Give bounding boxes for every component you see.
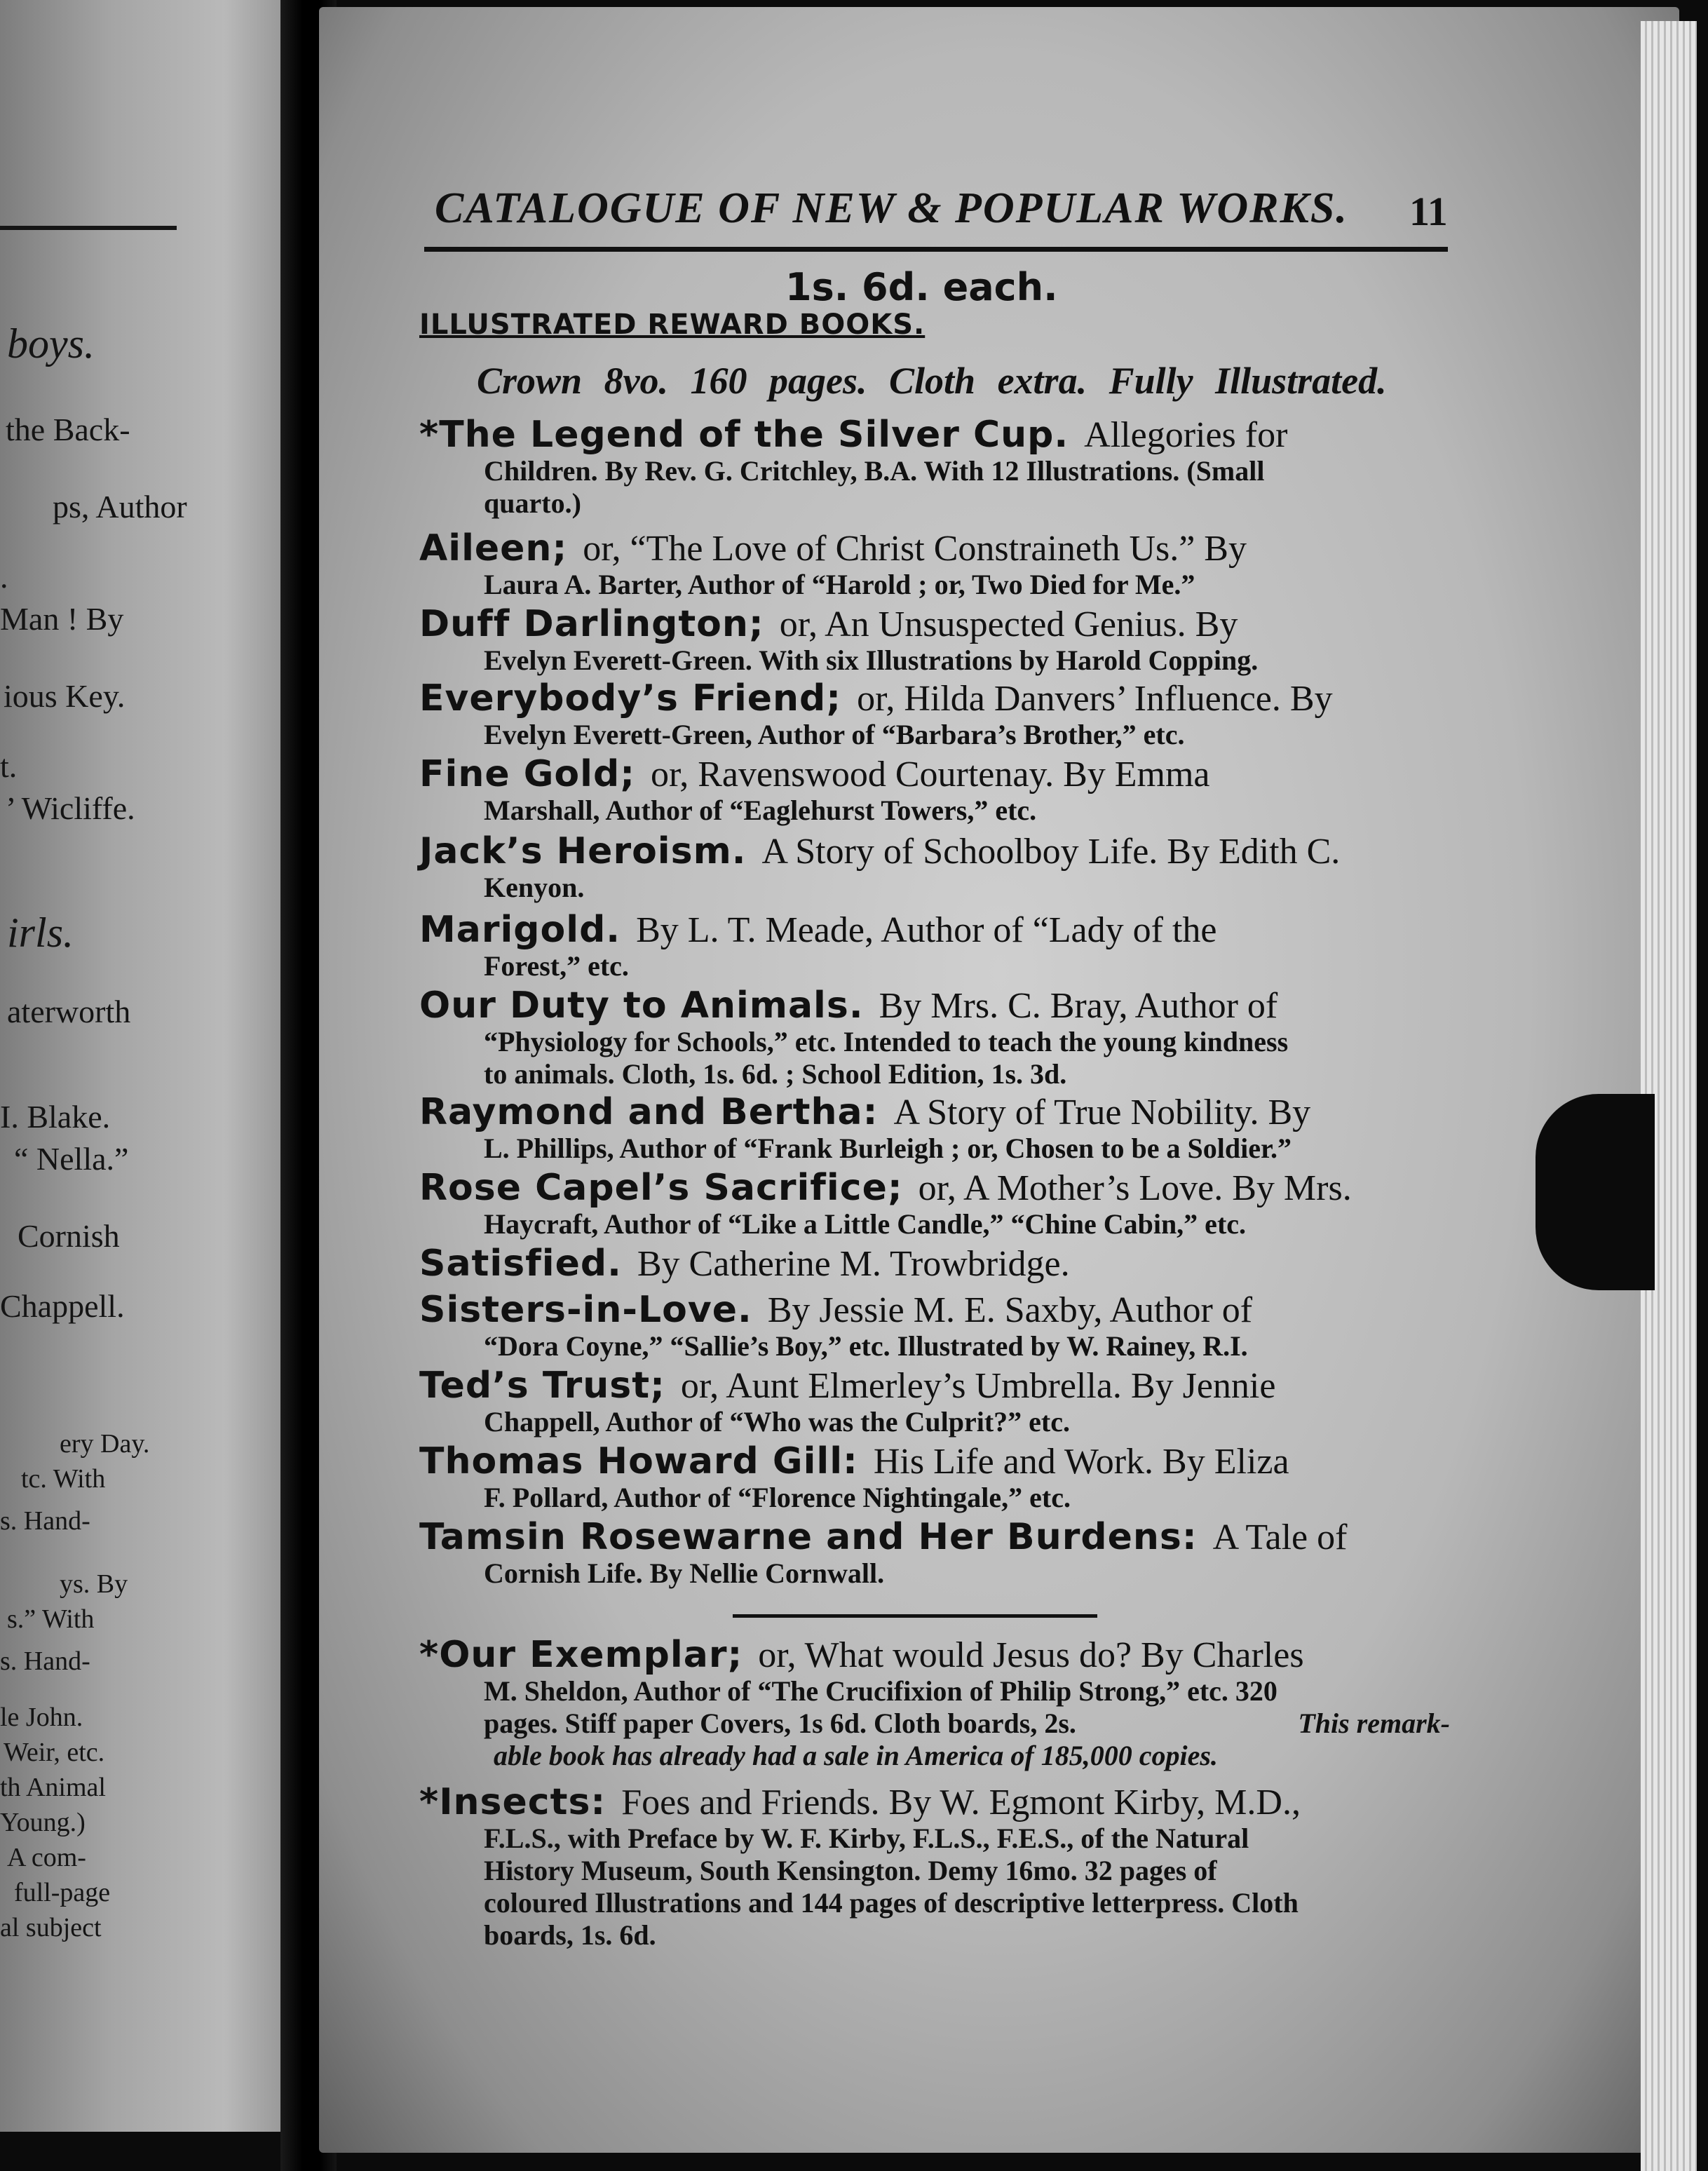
entry-description: By Jessie M. E. Saxby, Author of — [767, 1290, 1253, 1330]
entry-description: By Mrs. C. Bray, Author of — [879, 986, 1278, 1026]
running-header: CATALOGUE OF NEW & POPULAR WORKS. — [435, 184, 1348, 232]
facing-page-line: I. Blake. — [0, 1099, 111, 1135]
facing-page-line: ’ Wicliffe. — [6, 790, 135, 826]
entry-title: Raymond and Bertha: — [419, 1091, 879, 1133]
facing-page-line: . — [0, 559, 8, 595]
entry-detail-line — [419, 1707, 1450, 1739]
entry-title: Duff Darlington; — [419, 603, 764, 645]
header-rule — [424, 247, 1448, 252]
facing-page-line: s. Hand- — [0, 1646, 90, 1676]
catalogue-entry — [419, 1781, 1450, 1951]
entry-detail-line: Children. By Rev. G. Critchley, B.A. With 12 Illustrations. (Small — [484, 455, 1265, 487]
entry-description: or, “The Love of Christ Constraineth Us.” By — [583, 529, 1247, 569]
entry-description: His Life and Work. By Eliza — [873, 1442, 1289, 1482]
facing-page-line: s.” With — [7, 1604, 95, 1634]
entry-detail-italic: This remark- — [1298, 1707, 1450, 1739]
entry-detail-text: boards, 1s. 6d. — [484, 1919, 656, 1951]
entry-description: or, Ravenswood Courtenay. By Emma — [650, 755, 1210, 794]
entry-detail-line: quarto.) — [484, 487, 581, 519]
section-heading: ILLUSTRATED REWARD BOOKS. — [419, 309, 926, 341]
entry-description: A Story of True Nobility. By — [893, 1093, 1311, 1132]
catalogue-entry — [419, 753, 1450, 826]
facing-page-line: Weir, etc. — [4, 1738, 105, 1767]
facing-page-line: ery Day. — [60, 1429, 150, 1459]
entry-title: Marigold. — [419, 909, 621, 951]
entry-detail-line — [419, 1739, 1450, 1771]
facing-page-line: irls. — [7, 909, 74, 956]
entry-title: Ted’s Trust; — [419, 1365, 665, 1407]
entry-title: Fine Gold; — [419, 753, 635, 795]
section-divider — [733, 1614, 1097, 1618]
entry-detail-line: Haycraft, Author of “Like a Little Candle,” “Chine Cabin,” etc. — [484, 1208, 1247, 1240]
facing-page-line: “ Nella.” — [14, 1141, 129, 1177]
entry-detail-text: F.L.S., with Preface by W. F. Kirby, F.L.S., F.E.S., of the Natural — [484, 1822, 1249, 1854]
catalogue-entry — [419, 909, 1450, 982]
entry-detail-line: Laura A. Barter, Author of “Harold ; or, Two Died for Me.” — [484, 569, 1195, 600]
entry-title: Tamsin Rosewarne and Her Burdens: — [419, 1516, 1198, 1558]
entry-detail-line — [419, 1886, 1450, 1919]
facing-page-line: ys. By — [60, 1569, 128, 1599]
entry-detail-line: to animals. Cloth, 1s. 6d. ; School Edition, 1s. 3d. — [484, 1058, 1067, 1090]
entry-detail-line: “Dora Coyne,” “Sallie’s Boy,” etc. Illustrated by W. Rainey, R.I. — [484, 1330, 1248, 1362]
catalogue-entry — [419, 1091, 1450, 1164]
catalogue-entry — [419, 830, 1450, 903]
facing-page-line: t. — [0, 748, 18, 784]
facing-page-line: Cornish — [18, 1218, 120, 1254]
facing-page-line: the Back- — [6, 412, 130, 447]
entry-description: By Catherine M. Trowbridge. — [637, 1244, 1070, 1284]
entry-detail-italic: able book has already had a sale in America of 185,000 copies. — [494, 1740, 1218, 1771]
catalogue-entry — [419, 1365, 1450, 1438]
entry-title: Thomas Howard Gill: — [419, 1440, 858, 1482]
facing-page-line: ps, Author — [53, 489, 187, 525]
catalogue-entry — [419, 527, 1450, 600]
catalogue-entry — [419, 1167, 1450, 1240]
entry-detail-line — [419, 1919, 1450, 1951]
facing-page-rule — [0, 226, 177, 230]
facing-page — [0, 0, 280, 2132]
entry-description: or, Hilda Danvers’ Influence. By — [857, 679, 1333, 719]
entry-detail-line — [419, 1854, 1450, 1886]
entry-detail-text: M. Sheldon, Author of “The Crucifixion of Philip Strong,” etc. 320 — [484, 1675, 1277, 1707]
entry-description: or, An Unsuspected Genius. By — [779, 604, 1238, 644]
entry-detail-line: Kenyon. — [484, 872, 585, 903]
entry-description: or, A Mother’s Love. By Mrs. — [918, 1168, 1352, 1208]
catalogue-entry — [419, 985, 1450, 1090]
entry-detail-line: “Physiology for Schools,” etc. Intended to teach the young kindness — [484, 1026, 1289, 1057]
facing-page-line: th Animal — [0, 1773, 106, 1802]
entry-description: A Story of Schoolboy Life. By Edith C. — [761, 832, 1341, 872]
entry-detail-text: coloured Illustrations and 144 pages of descriptive letterpress. Cloth — [484, 1887, 1299, 1919]
entry-description: or, Aunt Elmerley’s Umbrella. By Jennie — [680, 1366, 1276, 1406]
price-heading: 1s. 6d. each. — [785, 265, 1058, 309]
entry-detail-line: L. Phillips, Author of “Frank Burleigh ; or, Chosen to be a Soldier.” — [484, 1132, 1292, 1164]
catalogue-entry — [419, 1440, 1450, 1513]
entry-detail-text: History Museum, South Kensington. Demy 16mo. 32 pages of — [484, 1855, 1217, 1886]
entry-title: *Our Exemplar; — [419, 1634, 743, 1676]
facing-page-line: aterworth — [7, 994, 131, 1029]
page-tear — [1536, 1094, 1655, 1290]
facing-page-line: Chappell. — [0, 1288, 125, 1324]
facing-page-line: Man ! By — [0, 601, 124, 637]
catalogue-entry — [419, 414, 1450, 519]
entry-detail-line: Evelyn Everett-Green. With six Illustrations by Harold Copping. — [484, 644, 1259, 676]
entry-description: or, What would Jesus do? By Charles — [758, 1635, 1304, 1675]
entry-detail-line: Forest,” etc. — [484, 950, 629, 982]
entry-title: Sisters-in-Love. — [419, 1289, 752, 1331]
facing-page-line: A com- — [7, 1843, 86, 1872]
facing-page-line: boys. — [7, 320, 95, 367]
entry-detail-line: Marshall, Author of “Eaglehurst Towers,” etc. — [484, 794, 1037, 826]
entry-detail-line: F. Pollard, Author of “Florence Nightingale,” etc. — [484, 1482, 1071, 1513]
entry-title: *The Legend of the Silver Cup. — [419, 414, 1069, 456]
entry-detail-line: Evelyn Everett-Green, Author of “Barbara’s Brother,” etc. — [484, 719, 1185, 750]
catalogue-entry — [419, 1634, 1450, 1771]
facing-page-line: s. Hand- — [0, 1506, 90, 1536]
entry-detail-line — [419, 1675, 1450, 1707]
catalogue-entry — [419, 1243, 1450, 1283]
entry-title: Our Duty to Animals. — [419, 985, 864, 1027]
entry-description: Allegories for — [1084, 415, 1288, 455]
entry-detail-line: Cornish Life. By Nellie Cornwall. — [484, 1557, 885, 1589]
entry-description: A Tale of — [1212, 1517, 1348, 1557]
catalogue-entry — [419, 1289, 1450, 1362]
facing-page-line: ious Key. — [4, 678, 126, 714]
facing-page-line: full-page — [14, 1878, 111, 1907]
entry-detail-text: pages. Stiff paper Covers, 1s 6d. Cloth boards, 2s. — [484, 1707, 1076, 1739]
entry-title: *Insects: — [419, 1781, 606, 1823]
entry-detail-line: Chappell, Author of “Who was the Culprit?” etc. — [484, 1406, 1070, 1438]
entry-description: Foes and Friends. By W. Egmont Kirby, M.D., — [621, 1783, 1301, 1822]
catalogue-entry — [419, 603, 1450, 676]
catalogue-entry — [419, 677, 1450, 750]
entry-title: Satisfied. — [419, 1243, 622, 1285]
entry-title: Aileen; — [419, 527, 568, 569]
page-number: 11 — [1409, 189, 1448, 234]
entry-title: Jack’s Heroism. — [419, 830, 747, 872]
facing-page-line: al subject — [0, 1913, 102, 1942]
catalogue-entry — [419, 1516, 1450, 1589]
entry-detail-line — [419, 1822, 1450, 1854]
facing-page-line: le John. — [0, 1703, 83, 1732]
entry-title: Rose Capel’s Sacrifice; — [419, 1167, 903, 1209]
entry-title: Everybody’s Friend; — [419, 677, 842, 719]
format-line: Crown 8vo. 160 pages. Cloth extra. Fully Illustrated. — [477, 360, 1387, 402]
entry-description: By L. T. Meade, Author of “Lady of the — [636, 910, 1217, 950]
facing-page-line: Young.) — [0, 1808, 86, 1837]
facing-page-line: tc. With — [21, 1464, 106, 1494]
